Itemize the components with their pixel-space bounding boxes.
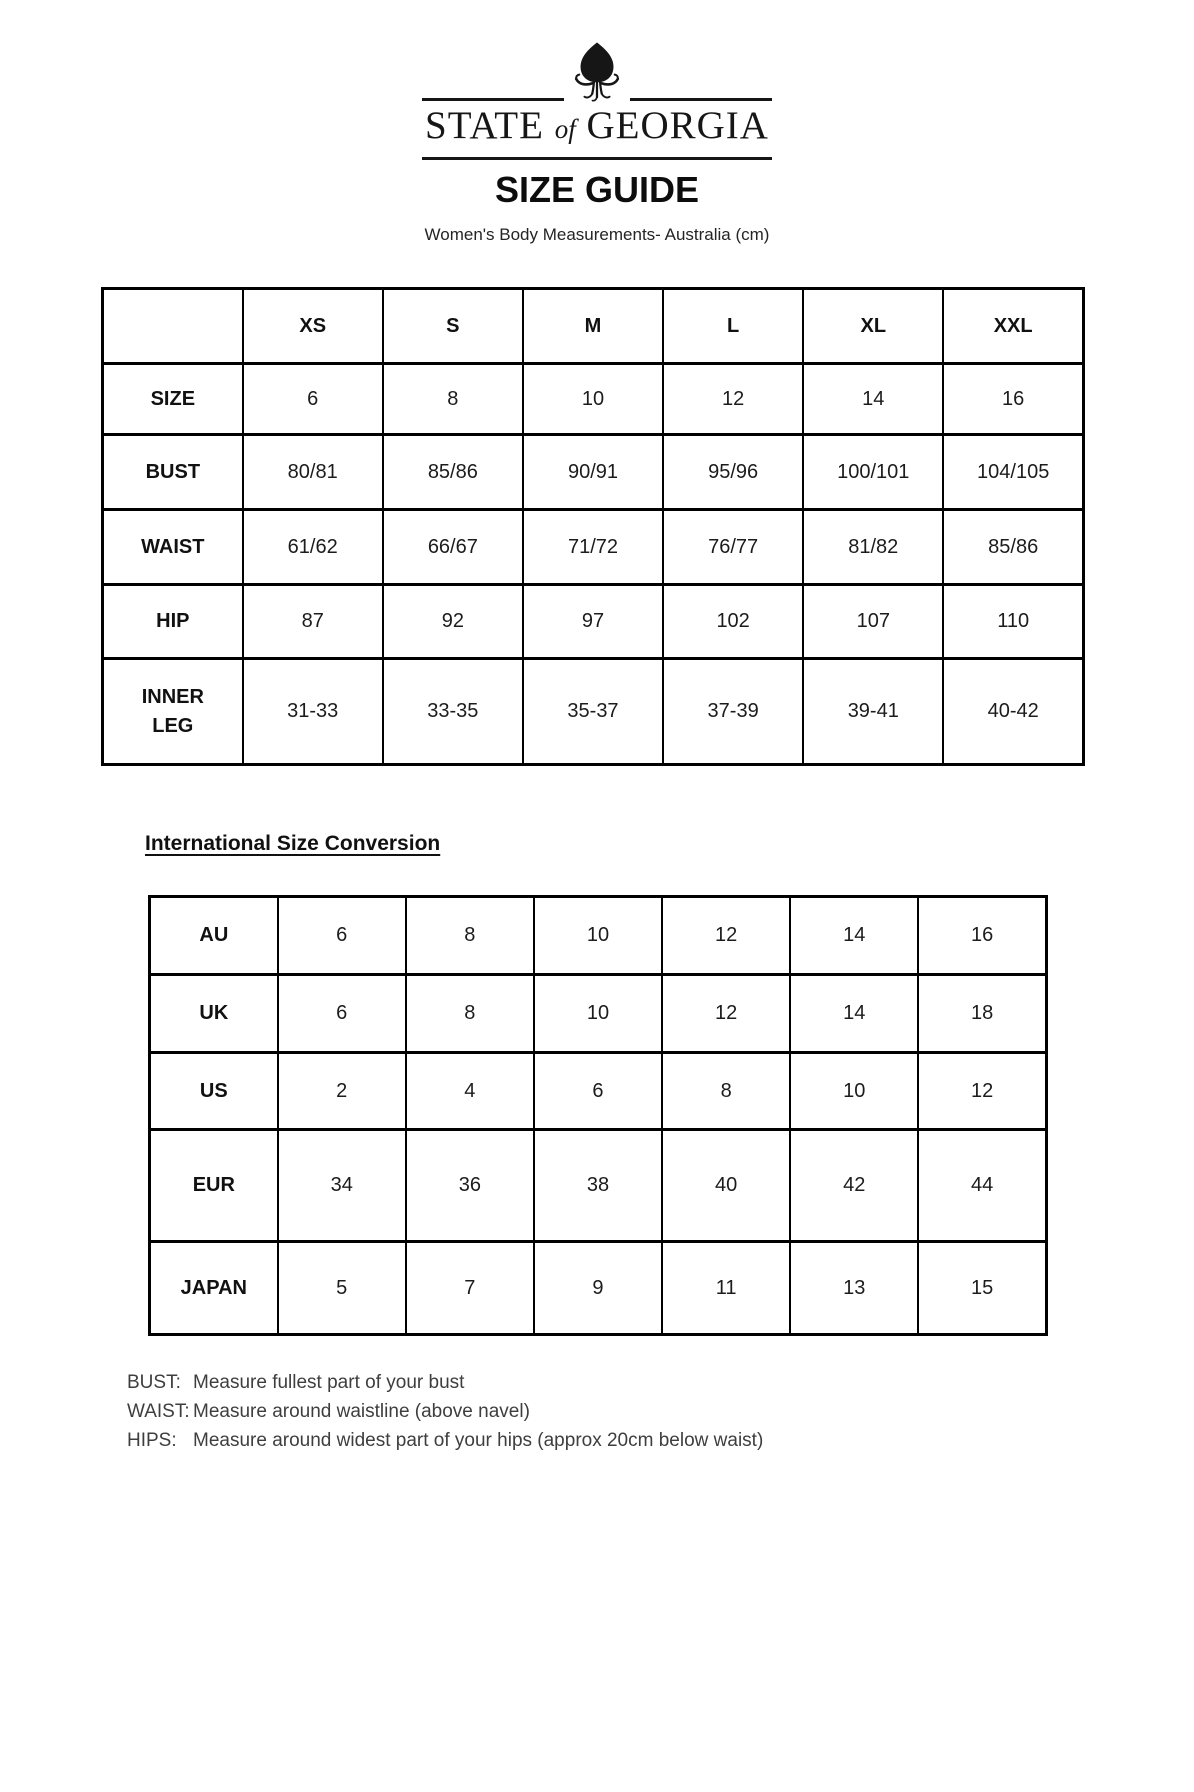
table-row [103,510,1084,585]
brand-wordmark [422,104,772,151]
value-cell: 14 [803,364,943,435]
value-cell: 40 [662,1130,790,1242]
measurements-table [101,287,1085,766]
table-row [103,364,1084,435]
value-cell: 12 [918,1053,1046,1130]
value-cell: 97 [523,585,663,659]
brand-word-georgia: GEORGIA [586,104,769,147]
value-cell: 2 [278,1053,406,1130]
value-cell: 36 [406,1130,534,1242]
table-row [150,897,1047,975]
row-label: UK [150,975,278,1053]
value-cell: 5 [278,1242,406,1335]
table-row [103,659,1084,765]
value-cell: 6 [534,1053,662,1130]
value-cell: 35-37 [523,659,663,765]
value-cell: 61/62 [243,510,383,585]
value-cell: 14 [790,975,918,1053]
note-label: HIPS: [127,1430,177,1451]
value-cell: 9 [534,1242,662,1335]
logo-rule-top [422,40,772,104]
note-line [127,1397,763,1426]
value-cell: 87 [243,585,383,659]
value-cell: 10 [790,1053,918,1130]
value-cell: 6 [278,975,406,1053]
table-row [103,435,1084,510]
brand-word-of: of [554,114,576,144]
value-cell: 10 [523,364,663,435]
value-cell: 100/101 [803,435,943,510]
value-cell: 8 [383,364,523,435]
value-cell: 8 [662,1053,790,1130]
conversion-table [148,895,1048,1336]
value-cell: 85/86 [943,510,1083,585]
column-header: XXL [943,289,1083,364]
value-cell: 8 [406,975,534,1053]
row-label: HIP [103,585,243,659]
value-cell: 90/91 [523,435,663,510]
table-row [150,975,1047,1053]
table-row [103,585,1084,659]
value-cell: 102 [663,585,803,659]
value-cell: 16 [943,364,1083,435]
value-cell: 42 [790,1130,918,1242]
brand-word-state: STATE [425,104,544,147]
value-cell: 6 [278,897,406,975]
value-cell: 12 [662,897,790,975]
tree-icon [571,40,623,104]
page-header [0,40,1194,246]
page-subtitle: Women's Body Measurements- Australia (cm) [424,225,770,244]
row-label: WAIST [103,510,243,585]
value-cell: 37-39 [663,659,803,765]
column-header: L [663,289,803,364]
table-header-row [103,289,1084,364]
note-line [127,1368,763,1397]
row-label: US [150,1053,278,1130]
value-cell: 85/86 [383,435,523,510]
value-cell: 14 [790,897,918,975]
value-cell: 34 [278,1130,406,1242]
value-cell: 18 [918,975,1046,1053]
value-cell: 38 [534,1130,662,1242]
value-cell: 13 [790,1242,918,1335]
value-cell: 11 [662,1242,790,1335]
value-cell: 40-42 [943,659,1083,765]
corner-cell [103,289,243,364]
value-cell: 10 [534,897,662,975]
value-cell: 44 [918,1130,1046,1242]
value-cell: 12 [663,364,803,435]
note-label: WAIST: [127,1401,190,1422]
note-line [127,1426,763,1455]
note-text: Measure fullest part of your bust [193,1372,465,1393]
table-row [150,1053,1047,1130]
value-cell: 107 [803,585,943,659]
value-cell: 10 [534,975,662,1053]
value-cell: 8 [406,897,534,975]
value-cell: 81/82 [803,510,943,585]
value-cell: 80/81 [243,435,383,510]
note-label: BUST: [127,1372,181,1393]
column-header: XS [243,289,383,364]
row-label: SIZE [103,364,243,435]
logo-rule-right [630,98,772,101]
value-cell: 76/77 [663,510,803,585]
row-label: INNER LEG [103,659,243,765]
logo-rule-left [422,98,564,101]
value-cell: 71/72 [523,510,663,585]
note-text: Measure around widest part of your hips (approx 20cm below waist) [193,1430,764,1451]
value-cell: 39-41 [803,659,943,765]
row-label: AU [150,897,278,975]
conversion-heading: International Size Conversion [145,832,441,855]
row-label: JAPAN [150,1242,278,1335]
value-cell: 16 [918,897,1046,975]
value-cell: 33-35 [383,659,523,765]
measurement-notes [127,1368,763,1455]
column-header: XL [803,289,943,364]
row-label: BUST [103,435,243,510]
value-cell: 12 [662,975,790,1053]
value-cell: 15 [918,1242,1046,1335]
value-cell: 6 [243,364,383,435]
value-cell: 7 [406,1242,534,1335]
value-cell: 110 [943,585,1083,659]
table-row [150,1130,1047,1242]
value-cell: 31-33 [243,659,383,765]
page-title: SIZE GUIDE [494,169,700,210]
value-cell: 66/67 [383,510,523,585]
brand-logo [422,40,772,160]
value-cell: 104/105 [943,435,1083,510]
value-cell: 95/96 [663,435,803,510]
logo-rule-bottom [422,157,772,160]
column-header: M [523,289,663,364]
row-label: EUR [150,1130,278,1242]
note-text: Measure around waistline (above navel) [193,1401,530,1422]
column-header: S [383,289,523,364]
value-cell: 92 [383,585,523,659]
table-row [150,1242,1047,1335]
value-cell: 4 [406,1053,534,1130]
